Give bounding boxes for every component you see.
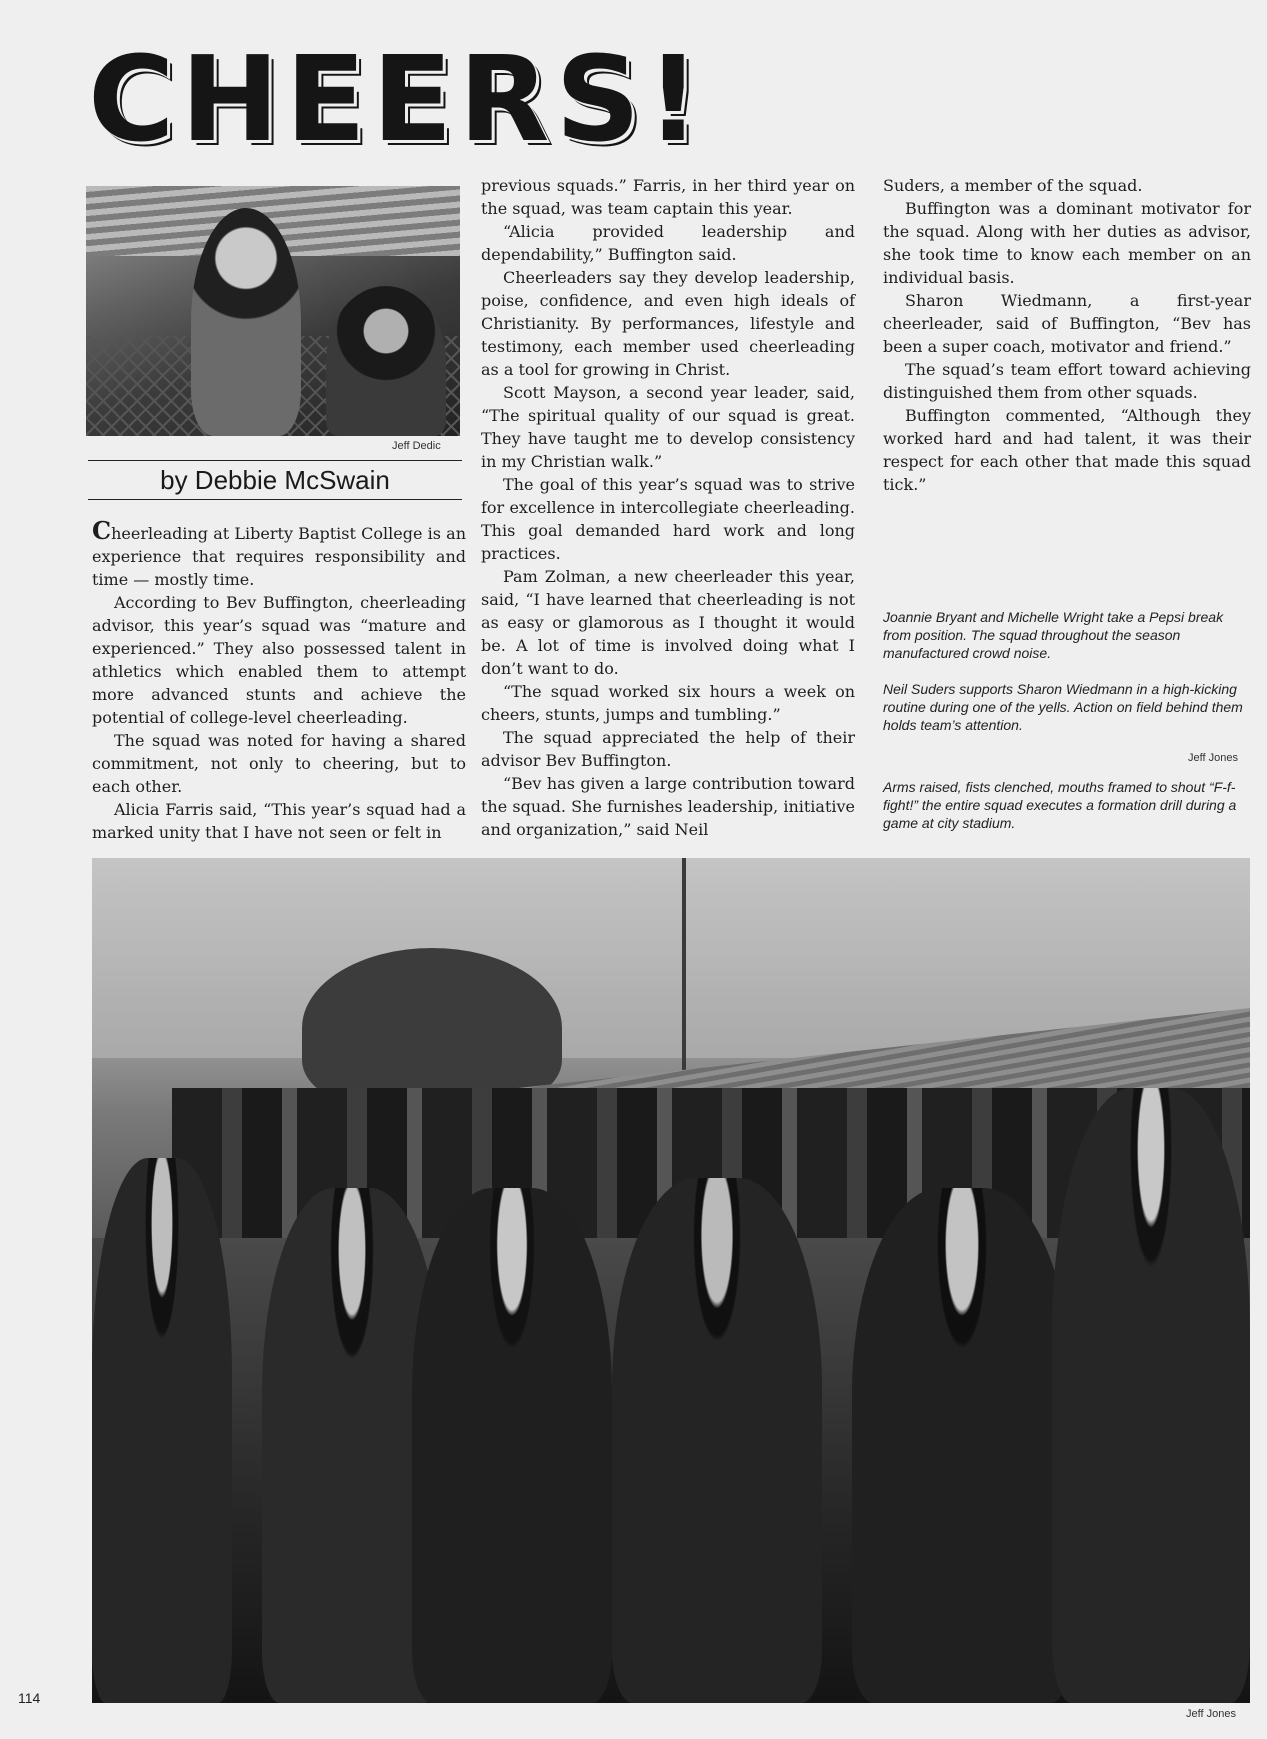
photo-caption: Joannie Bryant and Michelle Wright take a Pepsi break from position. The squad throughout the season manufactured crowd noise. — [883, 609, 1224, 661]
article-paragraph: Cheerleaders say they develop leadership, poise, confidence, and even high ideals of Christianity. By performances, lifestyle and testimony, each member used cheerleading as a tool for growing in Christ. — [481, 268, 855, 379]
article-paragraph: “The squad worked six hours a week on cheers, stunts, jumps and tumbling.” — [481, 682, 855, 724]
photo-cheerleader — [92, 1158, 232, 1703]
top-photo-credit: Jeff Dedic — [392, 440, 441, 452]
article-paragraph: According to Bev Buffington, cheerleading advisor, this year’s squad was “mature and experienced.” They also possessed talent in athletics which enabled them to attempt more advanced stunts and achieve the potential of college-level cheerleading. — [92, 593, 466, 727]
photo-cheerleader — [612, 1178, 822, 1703]
article-paragraph: Pam Zolman, a new cheerleader this year, said, “I have learned that cheerleading is not as easy or glamorous as I thought it would be. A lot of time is involved doing what I don’t want to do. — [481, 567, 855, 678]
photo-cheerleader — [852, 1188, 1072, 1703]
main-photo — [92, 858, 1250, 1703]
photo-figure-right — [326, 286, 446, 436]
article-paragraph: The goal of this year’s squad was to strive for excellence in intercollegiate cheerleading. This goal demanded hard work and long practices. — [481, 475, 855, 563]
photo-cheerleader — [412, 1188, 612, 1703]
photo-light-pole — [682, 858, 686, 1098]
article-paragraph: The squad was noted for having a shared commitment, not only to cheering, but to each other. — [92, 731, 466, 796]
article-column-1 — [92, 516, 466, 844]
article-paragraph: “Alicia provided leadership and dependability,” Buffington said. — [481, 222, 855, 264]
article-paragraph: Cheerleading at Liberty Baptist College is an experience that requires responsibility and time — mostly time. — [92, 516, 466, 589]
article-paragraph: The squad’s team effort toward achieving distinguished them from other squads. — [883, 360, 1251, 402]
article-paragraph: The squad appreciated the help of their advisor Bev Buffington. — [481, 728, 855, 770]
article-paragraph: Sharon Wiedmann, a first-year cheerleader, said of Buffington, “Bev has been a super coach, motivator and friend.” — [883, 291, 1251, 356]
page-number: 114 — [18, 1690, 41, 1706]
photo-trees — [302, 948, 562, 1108]
main-photo-credit: Jeff Jones — [1186, 1708, 1236, 1720]
photo-caption: Neil Suders supports Sharon Wiedmann in a high-kicking routine during one of the yells. Action on field behind them holds team’s attention. — [883, 681, 1243, 733]
byline-box — [88, 460, 462, 500]
article-column-2 — [481, 174, 855, 841]
article-paragraph: Buffington was a dominant motivator for the squad. Along with her duties as advisor, she took time to know each member on an individual basis. — [883, 199, 1251, 287]
caption-photo-credit: Jeff Jones — [1188, 752, 1238, 764]
photo-cheerleader — [1052, 1088, 1250, 1703]
article-paragraph: “Bev has given a large contribution toward the squad. She furnishes leadership, initiative and organization,” said Neil — [481, 774, 855, 839]
article-paragraph: Suders, a member of the squad. — [883, 176, 1143, 195]
article-paragraph: Buffington commented, “Although they worked hard and had talent, it was their respect for each other that made this squad tick.” — [883, 406, 1251, 494]
page-title: CHEERS! — [88, 30, 707, 168]
drop-cap: C — [92, 516, 112, 545]
article-column-3 — [883, 174, 1251, 496]
article-paragraph: previous squads.” Farris, in her third year on the squad, was team captain this year. — [481, 176, 855, 218]
article-paragraph: Alicia Farris said, “This year’s squad had a marked unity that I have not seen or felt in — [92, 800, 466, 842]
article-paragraph: Scott Mayson, a second year leader, said, “The spiritual quality of our squad is great. They have taught me to develop consistency in my Christian walk.” — [481, 383, 855, 471]
photo-figure-left — [191, 208, 301, 436]
photo-caption: Arms raised, fists clenched, mouths framed to shout “F-f-fight!” the entire squad executes a formation drill during a game at city stadium. — [883, 779, 1237, 831]
top-photo — [86, 186, 460, 436]
byline: by Debbie McSwain — [160, 465, 390, 495]
